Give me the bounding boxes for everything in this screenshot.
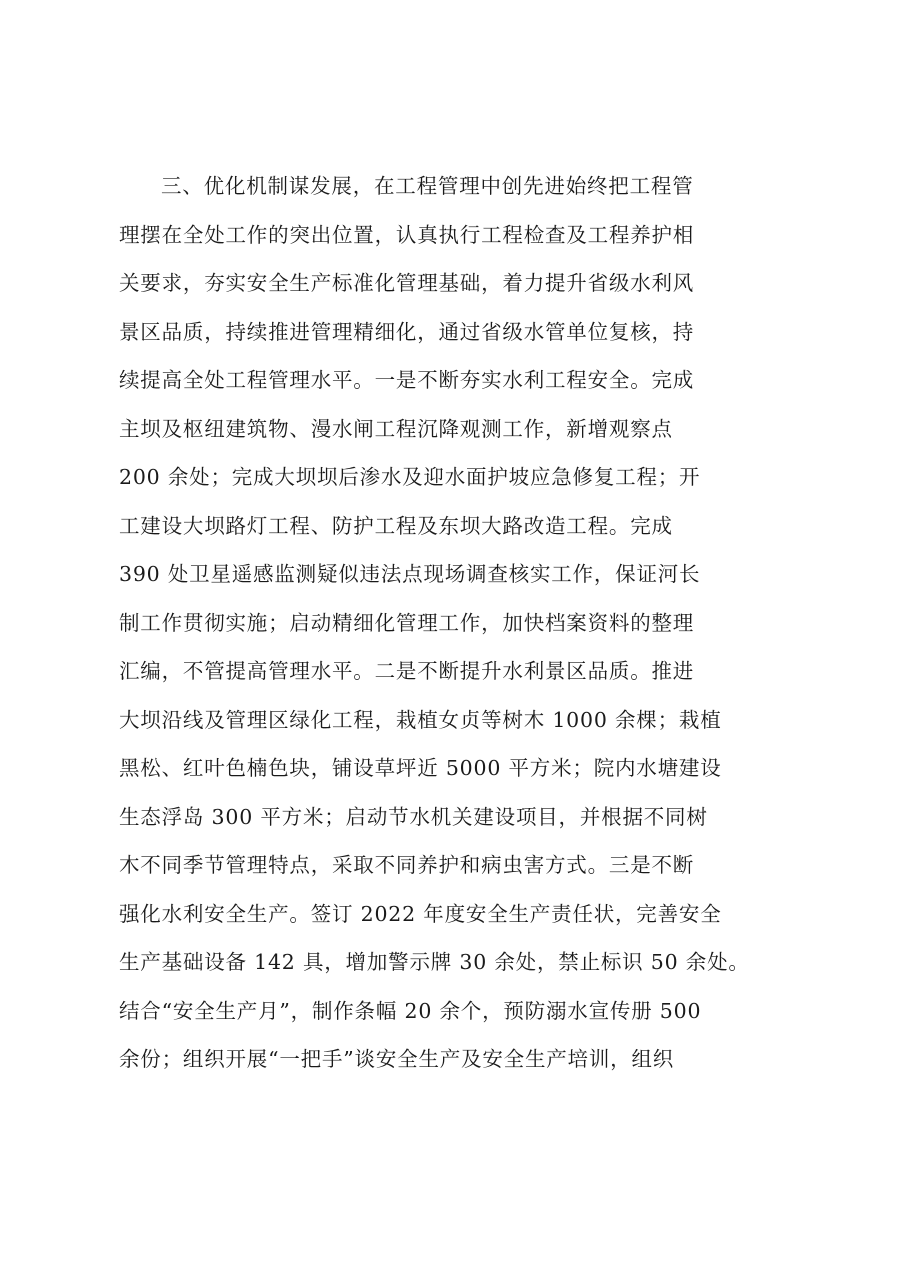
text-line: 结合“安全生产月”，制作条幅 20 余个，预防溺水宣传册 500 [119, 998, 702, 1023]
text-line: 余份；组织开展“一把手”谈安全生产及安全生产培训，组织 [119, 1047, 675, 1071]
text-line: 生产基础设备 142 具，增加警示牌 30 余处，禁止标识 50 余处。 [119, 950, 750, 974]
text-line: 汇编，不管提高管理水平。二是不断提升水利景区品质。推进 [119, 659, 695, 683]
text-line: 制工作贯彻实施；启动精细化管理工作，加快档案资料的整理 [119, 610, 695, 635]
paragraph [119, 162, 799, 1084]
text-line: 390 处卫星遥感监测疑似违法点现场调查核实工作，保证河长 [119, 562, 701, 586]
text-line: 景区品质，持续推进管理精细化，通过省级水管单位复核，持 [119, 319, 695, 344]
text-line: 黑松、红叶色楠色块，铺设草坪近 5000 平方米；院内水塘建设 [119, 756, 722, 780]
text-line: 生态浮岛 300 平方米；启动节水机关建设项目，并根据不同树 [119, 804, 708, 829]
text-line: 续提高全处工程管理水平。一是不断夯实水利工程安全。完成 [119, 368, 695, 392]
text-line: 200 余处；完成大坝坝后渗水及迎水面护坡应急修复工程；开 [119, 465, 701, 489]
text-line: 工建设大坝路灯工程、防护工程及东坝大路改造工程。完成 [119, 513, 673, 538]
text-line: 大坝沿线及管理区绿化工程，栽植女贞等树木 1000 余棵；栽植 [119, 707, 722, 732]
text-line: 主坝及枢纽建筑物、漫水闸工程沉降观测工作，新增观察点 [119, 416, 673, 441]
text-line: 理摆在全处工作的突出位置，认真执行工程检查及工程养护相 [119, 222, 695, 247]
text-line: 木不同季节管理特点，采取不同养护和病虫害方式。三是不断 [119, 853, 695, 877]
text-line: 三、优化机制谋发展，在工程管理中创先进始终把工程管 [161, 174, 694, 198]
text-line: 强化水利安全生产。签订 2022 年度安全生产责任状，完善安全 [119, 901, 722, 926]
text-line: 关要求，夯实安全生产标准化管理基础，着力提升省级水利风 [119, 271, 695, 295]
